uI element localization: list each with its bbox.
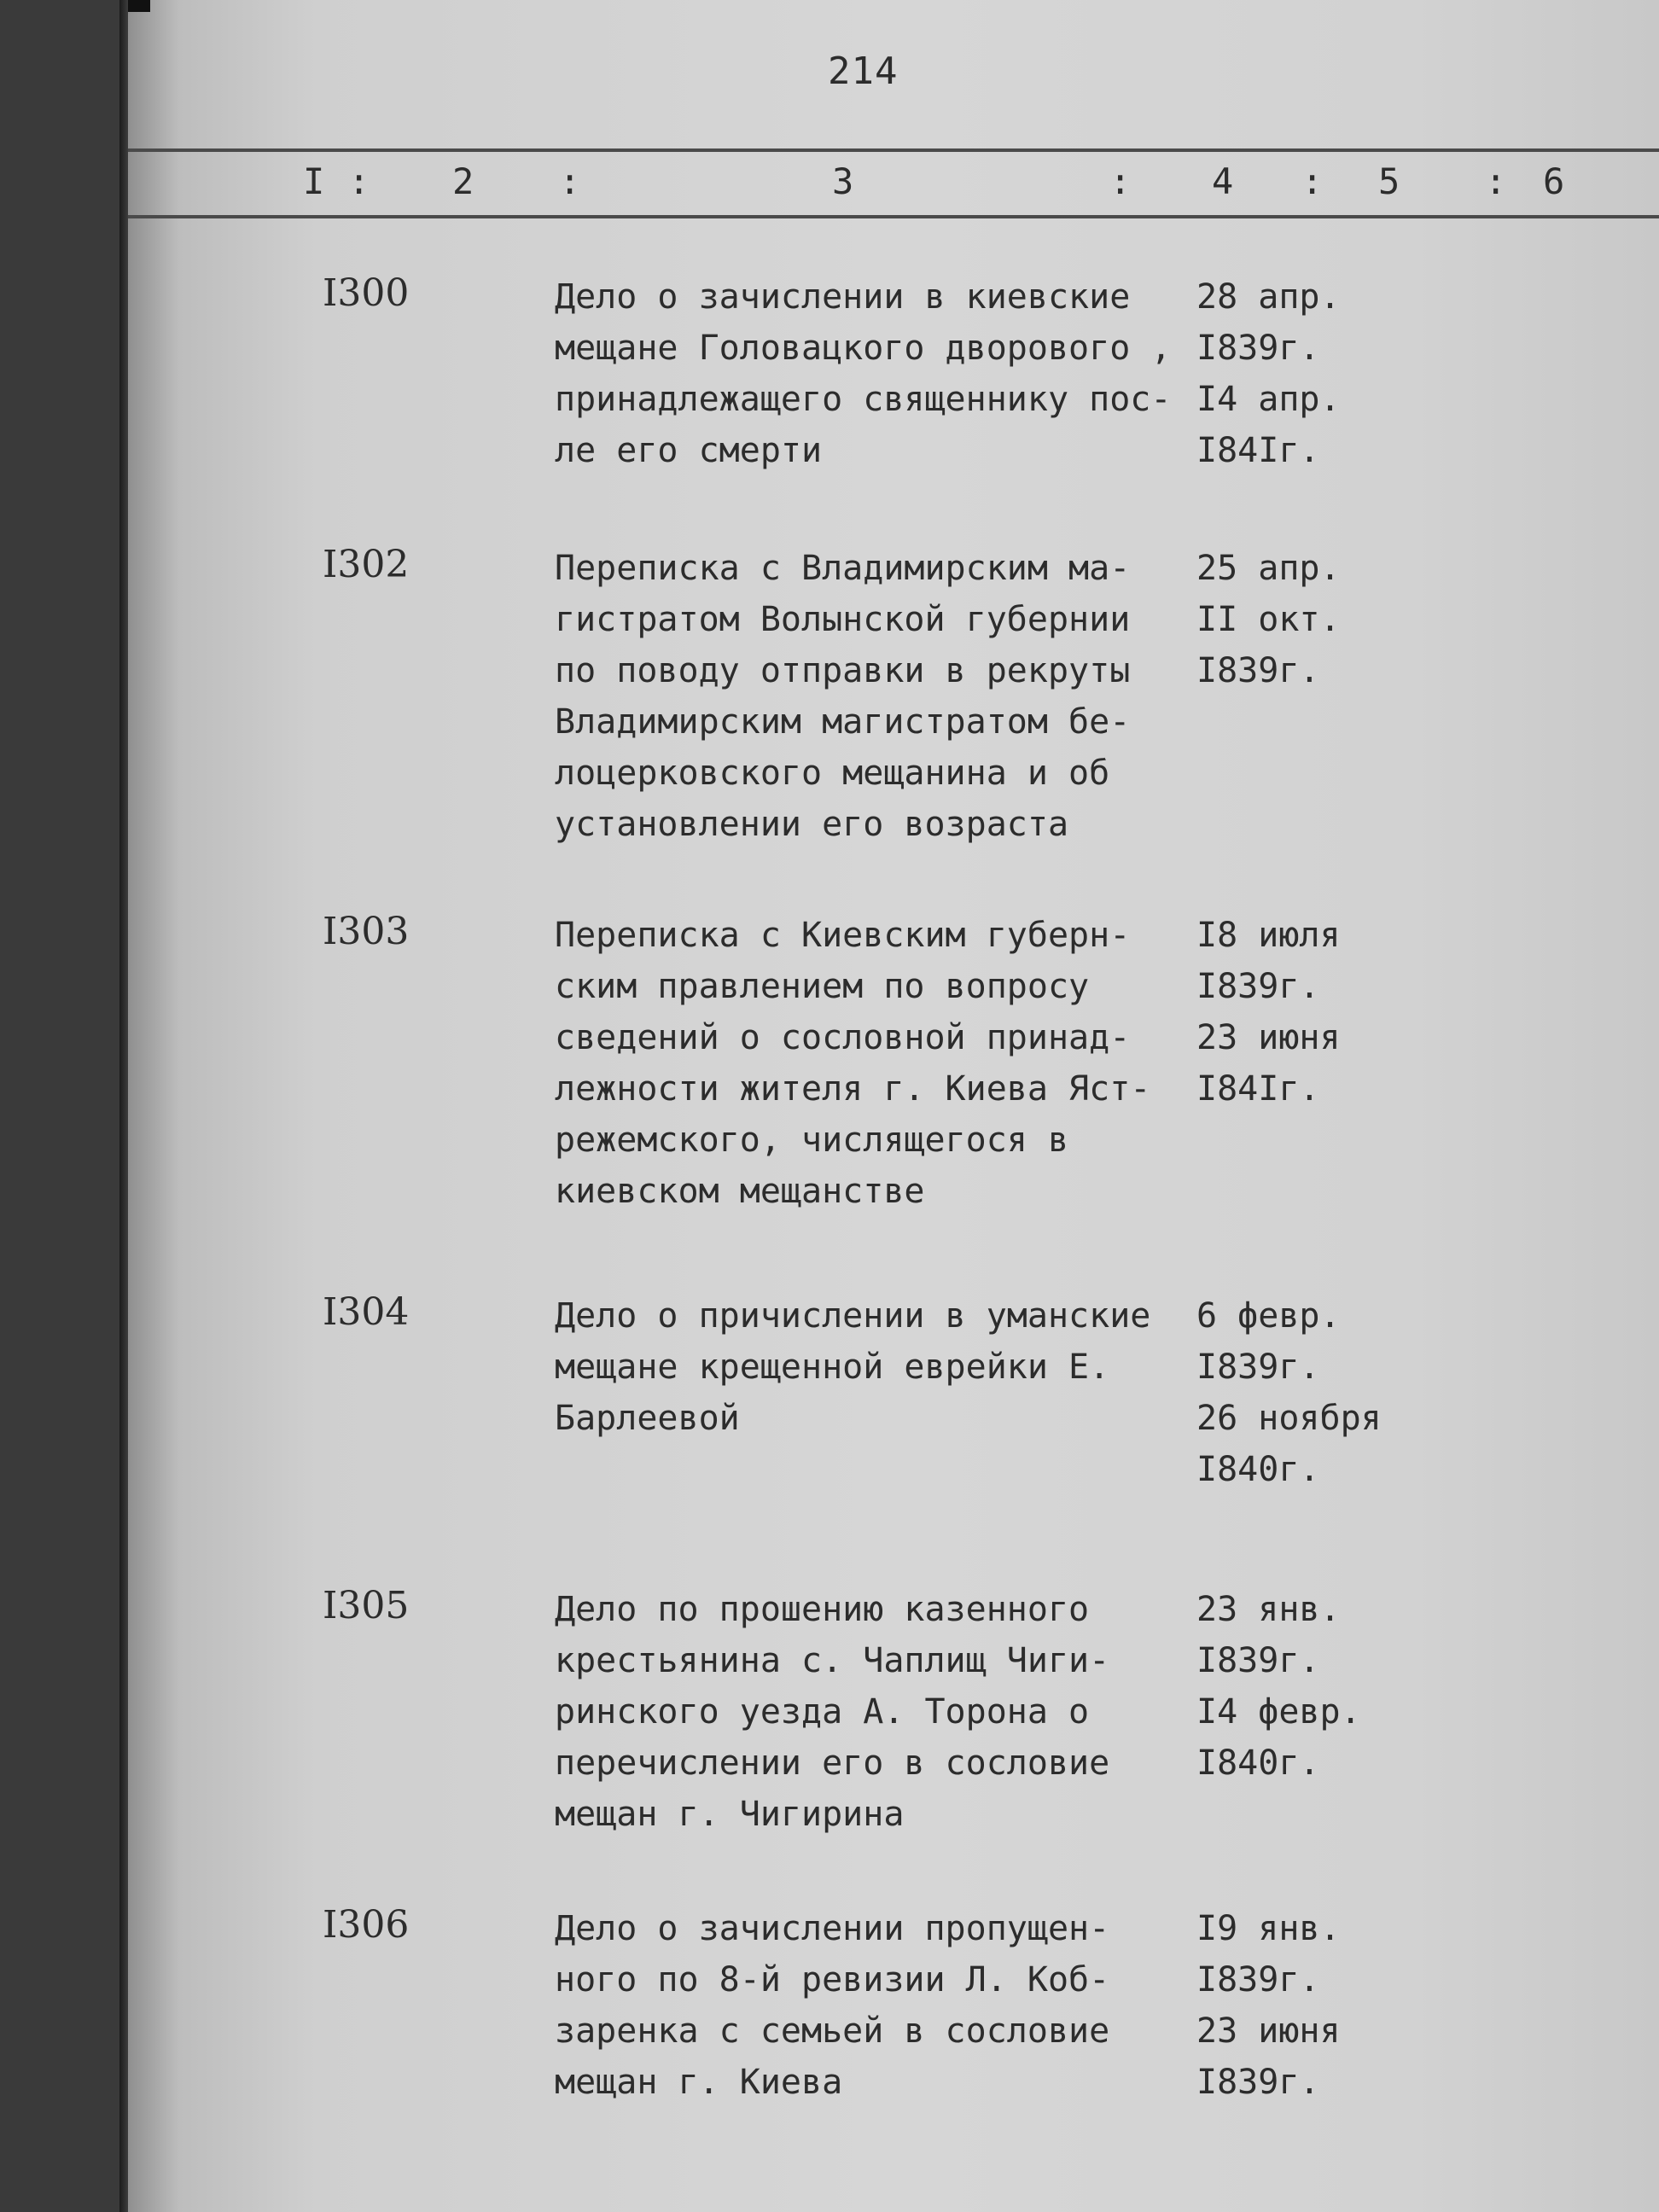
column-header-1: I xyxy=(303,160,325,202)
entry-number: I306 xyxy=(323,1903,410,1947)
column-separator: : xyxy=(1109,160,1132,202)
column-header-3: 3 xyxy=(832,160,854,202)
column-header-4: 4 xyxy=(1212,160,1234,202)
header-rule-top xyxy=(128,148,1659,152)
column-separator: : xyxy=(1301,160,1324,202)
entry-title: Дело о зачислении в киевские мещане Головацкого дворового , принадлежащего священнику пос- ле его смерти xyxy=(555,277,1172,470)
entry-number: I300 xyxy=(323,271,410,315)
column-separator: : xyxy=(348,160,370,202)
entry-title: Переписка с Владимирским ма- гистратом Волынской губернии по поводу отправки в рекруты Владимирским магистратом бе- лоцерковского мещанина и об установлении его возраста xyxy=(555,549,1131,844)
entry-number: I303 xyxy=(323,910,410,953)
entry-dates: 23 янв. I839г. I4 февр. I840г. xyxy=(1196,1590,1361,1783)
column-header-5: 5 xyxy=(1378,160,1400,202)
page-number: 214 xyxy=(828,49,899,93)
entry-number: I305 xyxy=(323,1584,410,1627)
entry-dates: 25 апр. II окт. I839г. xyxy=(1196,549,1341,690)
entry-title: Переписка с Киевским губерн- ским правлением по вопросу сведений о сословной принад- лежности жителя г. Киева Яст- режемского, числящегося в киевском мещанстве xyxy=(555,916,1151,1211)
column-separator: : xyxy=(559,160,581,202)
entry-dates: 6 февр. I839г. 26 ноября I840г. xyxy=(1196,1296,1382,1489)
column-header-2: 2 xyxy=(452,160,474,202)
column-separator: : xyxy=(1485,160,1507,202)
entry-dates: I8 июля I839г. 23 июня I84Iг. xyxy=(1196,916,1341,1109)
entry-title: Дело о зачислении пропущен- ного по 8-й ревизии Л. Коб- заренка с семьей в сословие мещан г. Киева xyxy=(555,1909,1110,2102)
entry-number: I304 xyxy=(323,1290,410,1334)
entry-dates: I9 янв. I839г. 23 июня I839г. xyxy=(1196,1909,1341,2102)
entry-title: Дело по прошению казенного крестьянина с. Чаплищ Чиги- ринского уезда А. Торона о перечислении его в сословие мещан г. Чигирина xyxy=(555,1590,1110,1834)
column-header-row xyxy=(0,160,1659,208)
column-header-6: 6 xyxy=(1543,160,1565,202)
entry-dates: 28 апр. I839г. I4 апр. I84Iг. xyxy=(1196,277,1341,470)
entry-title: Дело о причислении в уманские мещане крещенной еврейки Е. Барлеевой xyxy=(555,1296,1151,1438)
entry-number: I302 xyxy=(323,543,410,586)
scan-corner-mark xyxy=(128,0,150,12)
header-rule-bottom xyxy=(128,215,1659,218)
